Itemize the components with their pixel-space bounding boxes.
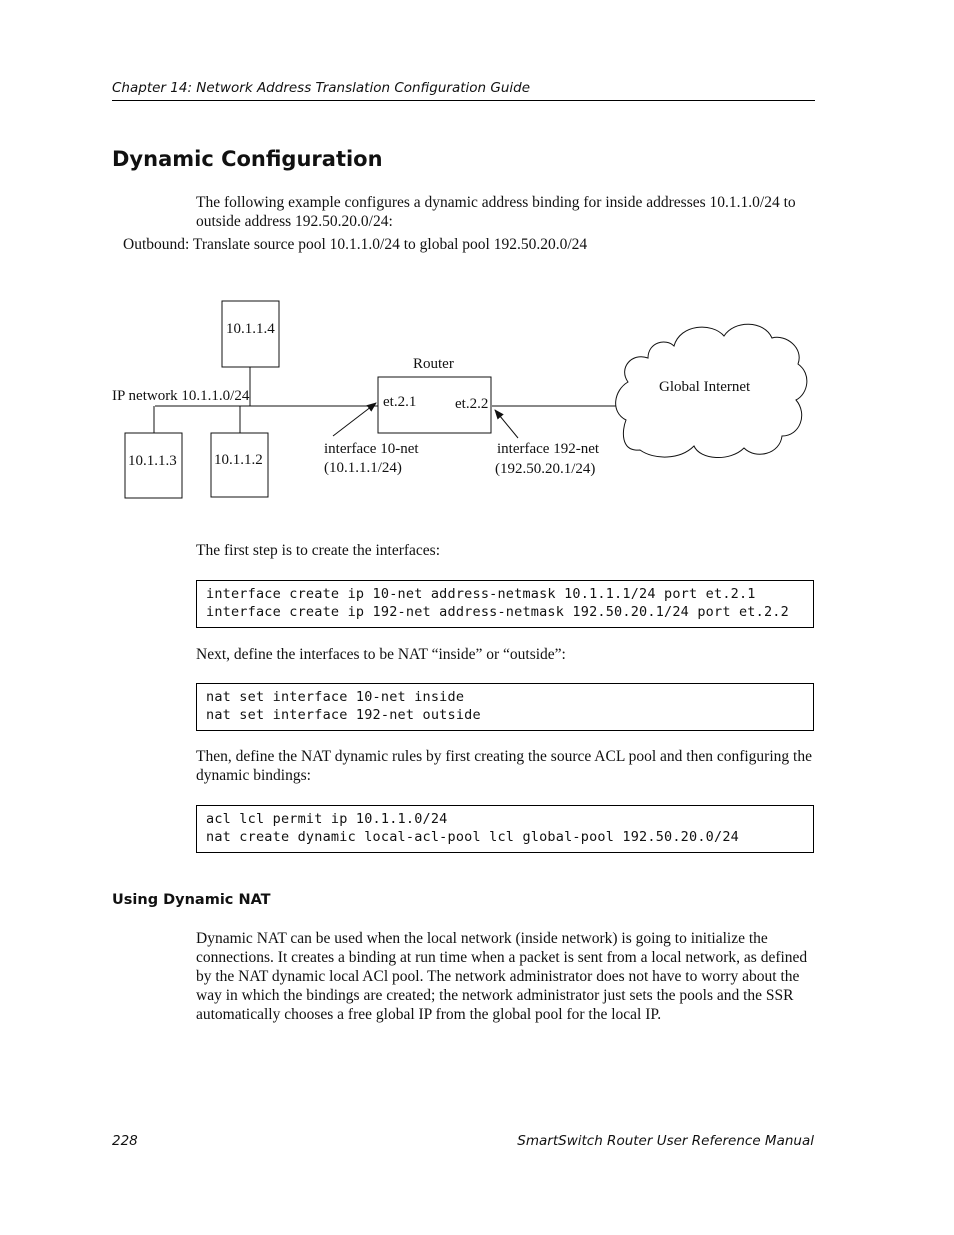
dynamic-nat-paragraph: Dynamic NAT can be used when the local network (inside network) is going to initialize the connections. It creates a binding at run time when a packet is sent from a local network, as defined by the NAT dynamic local ACl pool. The network administrator does not have to worry about the way in which the bindings are created; the network administrator just sets the pools and the SSR automatically chooses a free global IP from the global pool for the local IP. bbox=[196, 930, 808, 1023]
port-left-label: et.2.1 bbox=[383, 394, 417, 410]
step-define-dynamic-rules: Then, define the NAT dynamic rules by first creating the source ACL pool and then configuring the dynamic bindings: bbox=[196, 748, 812, 784]
code-line: interface create ip 10-net address-netmask 10.1.1.1/24 port et.2.1 bbox=[206, 586, 756, 602]
host-top-label: 10.1.1.4 bbox=[226, 321, 275, 337]
step-create-interfaces: The first step is to create the interfaces: bbox=[196, 542, 441, 559]
host-mid-label: 10.1.1.2 bbox=[214, 452, 263, 468]
code-line: nat create dynamic local-acl-pool lcl global-pool 192.50.20.0/24 bbox=[206, 829, 739, 845]
code-line: interface create ip 192-net address-netmask 192.50.20.1/24 port et.2.2 bbox=[206, 604, 789, 620]
intro-paragraph: The following example configures a dynamic address binding for inside addresses 10.1.1.0/24 to outside address 192.50.20.0/24: bbox=[196, 194, 796, 230]
outbound-caption: Outbound: Translate source pool 10.1.1.0/24 to global pool 192.50.20.0/24 bbox=[123, 236, 588, 253]
iface-right-arrow bbox=[495, 410, 518, 438]
iface-right-line2: (192.50.20.1/24) bbox=[495, 461, 596, 477]
code-line: acl lcl permit ip 10.1.1.0/24 bbox=[206, 811, 448, 827]
subsection-title: Using Dynamic NAT bbox=[112, 892, 271, 908]
host-left-label: 10.1.1.3 bbox=[128, 453, 177, 469]
router-label: Router bbox=[413, 356, 454, 372]
iface-right-line1: interface 192-net bbox=[497, 441, 600, 457]
network-label: IP network 10.1.1.0/24 bbox=[112, 388, 250, 404]
section-title: Dynamic Configuration bbox=[112, 147, 383, 171]
code-line: nat set interface 10-net inside bbox=[206, 689, 465, 705]
code-block-dynamic-rules bbox=[196, 805, 814, 853]
running-header: Chapter 14: Network Address Translation Configuration Guide bbox=[112, 80, 531, 96]
nat-topology-diagram bbox=[100, 290, 820, 515]
code-block-interfaces bbox=[196, 580, 814, 628]
header-rule bbox=[112, 100, 815, 101]
code-block-nat-interfaces bbox=[196, 683, 814, 731]
iface-left-line2: (10.1.1.1/24) bbox=[324, 460, 402, 476]
iface-left-arrow bbox=[333, 403, 376, 436]
page-number: 228 bbox=[112, 1133, 138, 1149]
iface-left-line1: interface 10-net bbox=[324, 441, 419, 457]
manual-title: SmartSwitch Router User Reference Manual bbox=[517, 1133, 814, 1149]
step-define-inside-outside: Next, define the interfaces to be NAT “inside” or “outside”: bbox=[196, 646, 566, 663]
code-line: nat set interface 192-net outside bbox=[206, 707, 481, 723]
port-right-label: et.2.2 bbox=[455, 396, 489, 412]
cloud-label: Global Internet bbox=[659, 379, 751, 395]
